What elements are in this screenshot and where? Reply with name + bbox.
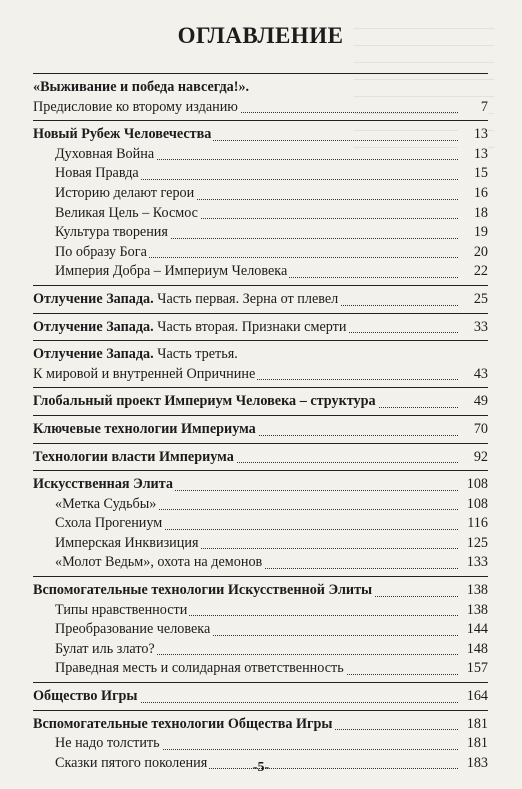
toc-entry-title [33,582,374,598]
toc-entry-title [55,660,346,676]
toc-entry-bold-title: Вспомогательные технологии Общества Игры [33,715,333,732]
toc-entry-text: Великая Цель – Космос [55,204,198,221]
toc-entry-text: Часть вторая. Признаки смерти [153,318,347,335]
toc-entry-text: Сказки пятого поколения [55,754,208,771]
toc-entry-bold-title: Отлучение Запада. [33,318,154,335]
toc-entry-title [55,496,158,512]
toc-entry-bold-title: Вспомогательные технологии Искусственной Элиты [33,582,373,599]
toc-page-number: 70 [458,420,488,440]
toc-entry-text: Часть третья. [153,346,238,363]
toc-entry-text: Имперская Инквизиция [55,534,199,551]
toc-entry-text: Часть первая. Зерна от плевел [153,290,339,307]
toc-subentry[interactable] [33,184,488,204]
toc-page-number: 25 [458,290,488,310]
toc-entry-text: Преобразование человека [55,621,211,638]
toc-page-number: 18 [458,204,488,224]
toc-subentry[interactable] [33,601,488,621]
section-divider [33,120,488,121]
toc-entry-title [55,535,200,551]
toc-entry-title [33,688,140,704]
toc-subentry[interactable] [33,514,488,534]
toc-entry-bold-title: Искусственная Элита [33,476,173,493]
toc-entry-title [55,244,149,260]
toc-page-number: 144 [458,620,488,640]
toc-entry-title [33,346,240,362]
toc-entry-title [33,99,240,115]
toc-entry[interactable] [33,290,488,310]
toc-entry-title [33,393,378,409]
toc-page-number: 16 [458,184,488,204]
toc-entry-title [55,735,162,751]
toc-page-number: 181 [458,715,488,735]
section-divider [33,470,488,471]
toc-page-number: 7 [458,98,488,118]
toc-subentry[interactable] [33,734,488,754]
toc-page-number: 148 [458,640,488,660]
section-divider [33,387,488,388]
toc-entry-title [33,291,340,307]
toc-entry-text: «Метка Судьбы» [55,495,157,512]
toc-page-number: 183 [458,754,488,774]
toc-page-number: 20 [458,243,488,263]
toc-entry-text: К мировой и внутренней Опричнине [33,365,256,382]
toc-subentry[interactable] [33,534,488,554]
toc-entry-title [33,79,251,95]
toc-page-number: 138 [458,601,488,621]
toc-entry-title [55,224,170,240]
toc-page-number: 33 [458,318,488,338]
toc-entry-text: Новая Правда [55,165,139,182]
toc-page-number: 164 [458,687,488,707]
toc-entry-title [55,205,200,221]
toc-entry-title [55,554,264,570]
toc-page [33,22,488,773]
toc-page-number: 13 [458,145,488,165]
toc-entry-title [55,165,141,181]
toc-entry-text: Духовная Война [55,145,155,162]
section-divider [33,682,488,683]
toc-entry-title [55,185,196,201]
toc-subentry[interactable] [33,204,488,224]
section-divider [33,415,488,416]
toc-entry-bold-title: Глобальный проект Империум Человека – структура [33,393,376,410]
toc-entry-text: Схола Прогениум [55,515,163,532]
toc-subentry[interactable] [33,640,488,660]
toc-entry-text: Культура творения [55,224,168,241]
toc-entry[interactable] [33,581,488,601]
toc-entry[interactable] [33,318,488,338]
toc-entry-text: Булат иль злато? [55,640,155,657]
toc-subentry[interactable] [33,620,488,640]
toc-entry-title [55,146,156,162]
toc-entry-bold-title: Новый Рубеж Человечества [33,126,212,143]
toc-entry-title [55,641,157,657]
section-divider [33,710,488,711]
toc-page-number: 92 [458,448,488,468]
section-divider [33,576,488,577]
toc-entry-bold-title: Общество Игры [33,688,138,705]
toc-entry-bold-title: Отлучение Запада. [33,346,154,363]
toc-page-number: 108 [458,475,488,495]
toc-entry[interactable] [33,448,488,468]
toc-entry[interactable] [33,345,488,365]
page-title: ОГЛАВЛЕНИЕ [177,23,344,48]
toc-entry-bold-title: «Выживание и победа навсегда!». [33,79,250,95]
toc-entry[interactable] [33,365,488,385]
toc-subentry[interactable] [33,262,488,282]
toc-page-number: 15 [458,164,488,184]
toc-entry-title [33,421,258,437]
section-divider [33,340,488,341]
section-divider [33,443,488,444]
toc-entry-title [33,716,334,732]
toc-subentry[interactable] [33,223,488,243]
toc-entry-title [55,515,164,531]
toc-entry-text: Не надо толстить [55,735,160,752]
toc-entry-bold-title: Ключевые технологии Империума [33,420,256,437]
toc-entry-text: Империя Добра – Империум Человека [55,263,288,280]
toc-entry-title [33,449,236,465]
toc-page-number: 157 [458,659,488,679]
toc-page-number: 181 [458,734,488,754]
toc-entry[interactable] [33,392,488,412]
toc-entry-title [33,476,175,492]
toc-entry[interactable] [33,420,488,440]
toc-subentry[interactable] [33,659,488,679]
toc-entry-bold-title: Технологии власти Империума [33,448,234,465]
toc-entry-title [33,319,348,335]
toc-page-number: 22 [458,262,488,282]
toc-entry-text: «Молот Ведьм», охота на демонов [55,554,263,571]
toc-entry-text: Историю делают герои [55,184,195,201]
toc-entry-title [33,366,257,382]
toc-page-number: 108 [458,495,488,515]
toc-page-number: 138 [458,581,488,601]
toc-entry[interactable] [33,475,488,495]
toc-entry-title [33,126,213,142]
section-divider [33,285,488,286]
toc-entry-title [55,621,212,637]
toc-subentry[interactable] [33,553,488,573]
toc-entry[interactable] [33,687,488,707]
toc-subentry[interactable] [33,243,488,263]
toc-page-number: 19 [458,223,488,243]
toc-entry[interactable] [33,78,488,98]
toc-entry-title [55,602,189,618]
toc-entry-text: Предисловие ко второму изданию [33,98,238,115]
toc-entry[interactable] [33,715,488,735]
section-divider [33,313,488,314]
toc-entry-text: По образу Бога [55,243,147,260]
toc-entry-text: Праведная месть и солидарная ответственность [55,660,344,677]
toc-subentry[interactable] [33,164,488,184]
toc-page-number: 125 [458,534,488,554]
toc-page-number: 49 [458,392,488,412]
toc-page-number: 13 [458,125,488,145]
toc-page-number: 43 [458,365,488,385]
toc-page-number: 116 [458,514,488,534]
toc-entry-bold-title: Отлучение Запада. [33,290,154,307]
toc-page-number: 133 [458,553,488,573]
toc-subentry[interactable] [33,495,488,515]
table-of-contents [33,73,488,773]
page-number: -5- [252,760,270,775]
toc-entry[interactable] [33,98,488,118]
toc-entry[interactable] [33,125,488,145]
toc-subentry[interactable] [33,145,488,165]
toc-entry-title [55,263,289,279]
section-divider [33,73,488,74]
toc-entry-text: Типы нравственности [55,601,188,618]
